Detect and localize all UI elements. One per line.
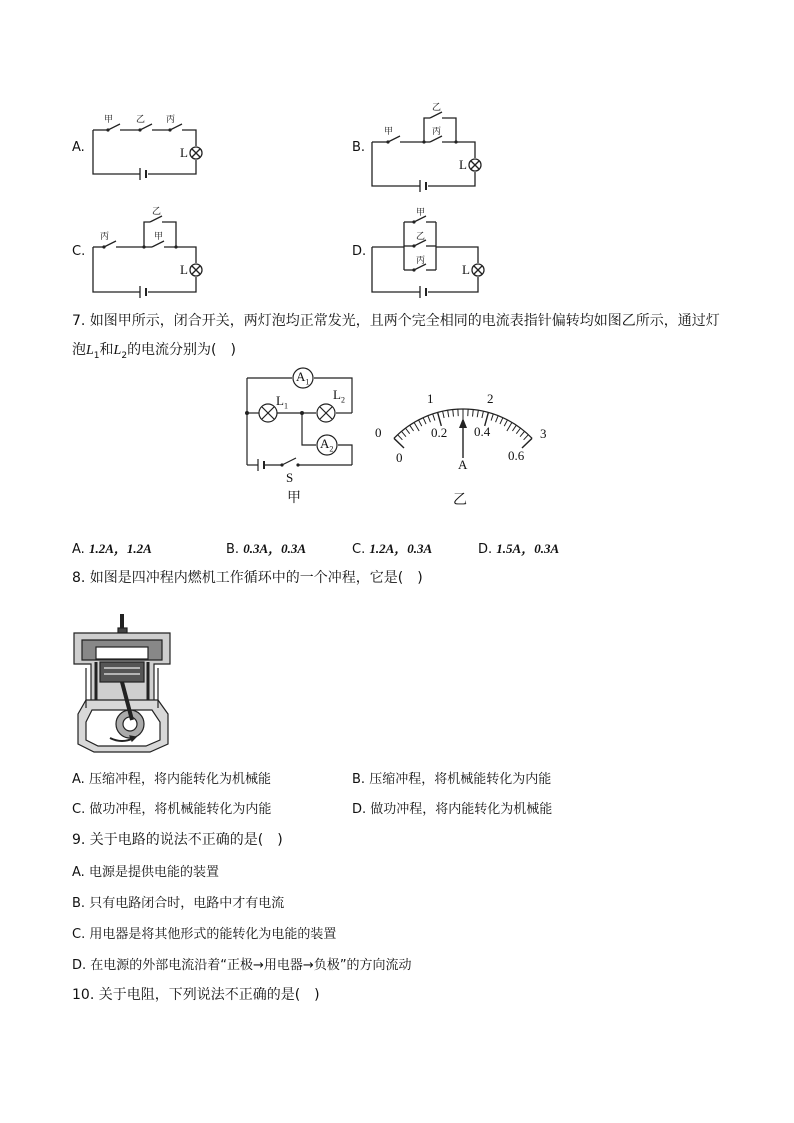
- q7-lamp2-text: L: [333, 387, 341, 402]
- q8-option-c-letter: C.: [72, 802, 86, 817]
- q7-fig-jia-caption: 甲: [287, 490, 301, 506]
- q7-option-d-text: 1.5A，0.3A: [496, 541, 560, 556]
- q6-option-b-letter: B.: [352, 140, 366, 155]
- q7-lamp1-sub: 1: [283, 401, 288, 411]
- q8-option-b-letter: B.: [352, 772, 366, 787]
- q6-c-sw1: 丙: [100, 232, 110, 242]
- q9-option-c[interactable]: [72, 923, 336, 942]
- q9-option-c-letter: C.: [72, 927, 86, 942]
- q8-option-c[interactable]: [72, 798, 271, 817]
- q7-fig-yi-caption: 乙: [453, 492, 467, 508]
- q6-b-sw1: 甲: [384, 127, 394, 137]
- q7-a2-sub: 2: [329, 444, 334, 454]
- q6-b-sw3: 丙: [432, 127, 442, 137]
- q9-option-a[interactable]: [72, 861, 219, 880]
- q6-d-sw1: 甲: [416, 208, 426, 218]
- q6-b-lamp-label: L: [459, 157, 467, 172]
- q7-stem-line1: 7. 如图甲所示，闭合开关，两灯泡均正常发光，且两个完全相同的电流表指针偏转均如图乙所示，通过灯: [72, 313, 720, 329]
- q7-lamp2-sub: 2: [340, 395, 345, 405]
- q6-b-sw2: 乙: [432, 103, 442, 113]
- q7-dial-pointer-label: A: [458, 457, 468, 472]
- q9-option-d-text: 在电源的外部电流沿着“正极→用电器→负极”的方向流动: [90, 958, 412, 973]
- q9-option-c-text: 用电器是将其他形式的能转化为电能的装置: [89, 927, 337, 942]
- q7-l2-sub: 2: [121, 350, 128, 361]
- q7-l2: L: [113, 343, 122, 358]
- q7-l1-sub: 1: [93, 350, 100, 361]
- q9-option-a-text: 电源是提供电能的装置: [88, 865, 219, 880]
- q9-option-a-letter: A.: [72, 865, 85, 880]
- q6-a-sw3: 丙: [166, 115, 176, 125]
- q6-d-lamp-label: L: [462, 262, 470, 277]
- q8-option-a-letter: A.: [72, 772, 85, 787]
- q7-option-a-text: 1.2A，1.2A: [88, 541, 152, 556]
- q6-d-sw3: 丙: [416, 256, 426, 266]
- q7-option-c-text: 1.2A，0.3A: [369, 541, 433, 556]
- q7-dial-outer-0: 0: [375, 425, 382, 440]
- q7-option-d-letter: D.: [478, 542, 493, 557]
- q6-c-lamp-label: L: [180, 262, 188, 277]
- q9-option-b-letter: B.: [72, 896, 86, 911]
- q8-option-d[interactable]: [352, 798, 552, 817]
- q7-option-b-letter: B.: [226, 542, 240, 557]
- q8-option-d-letter: D.: [352, 802, 367, 817]
- q7-stem-suffix: 的电流分别为( ): [127, 342, 236, 358]
- q9-option-b[interactable]: [72, 892, 284, 911]
- q7-lamp1-text: L: [276, 393, 284, 408]
- q6-option-a-letter: A.: [72, 140, 85, 155]
- q7-option-b-text: 0.3A，0.3A: [243, 541, 307, 556]
- q8-option-b[interactable]: [352, 768, 551, 787]
- q7-dial-inner-04: 0.4: [474, 424, 491, 439]
- q6-option-c-letter: C.: [72, 244, 86, 259]
- q7-l1: L: [86, 343, 94, 358]
- q7-option-c-letter: C.: [352, 542, 366, 557]
- q9-option-b-text: 只有电路闭合时，电路中才有电流: [89, 896, 285, 911]
- q6-a-sw2: 乙: [136, 115, 146, 125]
- q7-a1-sub: 1: [305, 377, 310, 387]
- q7-option-a-letter: A.: [72, 542, 85, 557]
- q8-option-c-text: 做功冲程，将机械能转化为内能: [89, 802, 272, 817]
- q6-a-lamp-label: L: [180, 145, 188, 160]
- q7-switch-label: S: [286, 470, 294, 485]
- q7-dial-outer-2: 2: [487, 391, 494, 406]
- q7-dial-inner-06: 0.6: [508, 448, 525, 463]
- q8-option-d-text: 做功冲程，将内能转化为机械能: [370, 802, 553, 817]
- q8-stem: 8. 如图是四冲程内燃机工作循环中的一个冲程，它是( ): [72, 570, 423, 586]
- q7-dial-inner-02: 0.2: [431, 425, 448, 440]
- q9-option-d-letter: D.: [72, 958, 87, 973]
- q6-option-d-letter: D.: [352, 244, 367, 259]
- q7-stem-prefix: 泡: [72, 342, 86, 358]
- q7-dial-outer-3: 3: [540, 426, 547, 441]
- q6-c-sw3: 甲: [154, 232, 164, 242]
- q8-option-a-text: 压缩冲程，将内能转化为机械能: [88, 772, 271, 787]
- q9-option-d[interactable]: [72, 954, 412, 973]
- q7-a2-text: A: [320, 436, 330, 451]
- q7-dial-outer-1: 1: [427, 391, 434, 406]
- q7-dial-inner-0: 0: [396, 450, 403, 465]
- q7-and: 和: [99, 342, 114, 358]
- q8-option-a[interactable]: [72, 768, 271, 787]
- q6-c-sw2: 乙: [152, 207, 162, 217]
- q6-a-sw1: 甲: [104, 115, 114, 125]
- q6-d-sw2: 乙: [416, 232, 426, 242]
- q9-stem: 9. 关于电路的说法不正确的是( ): [72, 832, 283, 848]
- q8-option-b-text: 压缩冲程，将机械能转化为内能: [369, 772, 552, 787]
- q10-stem: 10. 关于电阻，下列说法不正确的是( ): [72, 987, 320, 1003]
- q7-a1-text: A: [296, 369, 306, 384]
